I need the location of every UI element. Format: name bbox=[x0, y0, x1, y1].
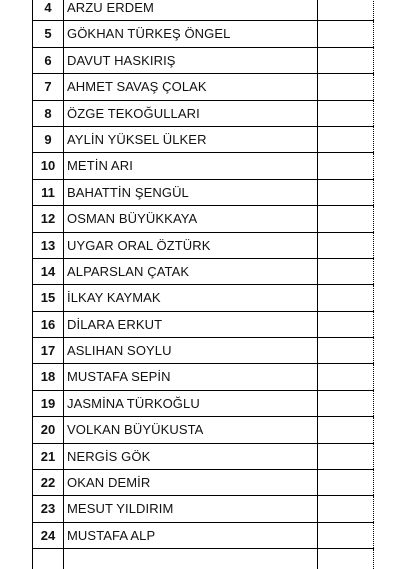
row-number-cell: 7 bbox=[32, 74, 64, 99]
name-list-table bbox=[32, 0, 374, 569]
table-row bbox=[32, 74, 374, 100]
empty-cell bbox=[317, 444, 374, 469]
table-row bbox=[32, 470, 374, 496]
row-number-cell: 6 bbox=[32, 48, 64, 73]
name-cell bbox=[64, 549, 317, 569]
row-number-cell: 19 bbox=[32, 391, 64, 416]
row-number-cell: 16 bbox=[32, 312, 64, 337]
table-row bbox=[32, 259, 374, 285]
row-number-cell: 18 bbox=[32, 364, 64, 389]
empty-cell bbox=[317, 233, 374, 258]
table-row bbox=[32, 523, 374, 549]
name-cell: JASMİNA TÜRKOĞLU bbox=[67, 395, 200, 411]
empty-cell bbox=[317, 127, 374, 152]
table-row bbox=[32, 48, 374, 74]
name-cell: ALPARSLAN ÇATAK bbox=[67, 263, 190, 279]
empty-cell bbox=[317, 523, 374, 548]
name-cell: İLKAY KAYMAK bbox=[67, 290, 161, 306]
name-cell: DAVUT HASKIRIŞ bbox=[67, 52, 176, 68]
table-row bbox=[32, 0, 374, 21]
table-row bbox=[32, 364, 374, 390]
row-number-cell: 23 bbox=[32, 496, 64, 521]
row-number-cell: 4 bbox=[32, 0, 64, 20]
empty-cell bbox=[317, 496, 374, 521]
row-number-cell: 22 bbox=[32, 470, 64, 495]
name-cell: OSMAN BÜYÜKKAYA bbox=[67, 211, 198, 227]
table-row bbox=[32, 153, 374, 179]
row-number-cell: 14 bbox=[32, 259, 64, 284]
name-cell: GÖKHAN TÜRKEŞ ÖNGEL bbox=[67, 26, 231, 42]
table-row bbox=[32, 21, 374, 47]
name-cell: MUSTAFA ALP bbox=[67, 527, 156, 543]
table-row-partial bbox=[32, 549, 374, 569]
empty-cell bbox=[317, 417, 374, 442]
table-row bbox=[32, 127, 374, 153]
row-number-cell: 11 bbox=[32, 180, 64, 205]
table-row bbox=[32, 101, 374, 127]
empty-cell bbox=[317, 101, 374, 126]
name-cell: METİN ARI bbox=[67, 158, 133, 174]
empty-cell bbox=[317, 470, 374, 495]
row-number-cell: 21 bbox=[32, 444, 64, 469]
row-number-cell: 24 bbox=[32, 523, 64, 548]
row-number-cell: 15 bbox=[32, 285, 64, 310]
table-row bbox=[32, 444, 374, 470]
empty-cell bbox=[317, 391, 374, 416]
table-row bbox=[32, 391, 374, 417]
empty-cell bbox=[317, 259, 374, 284]
empty-cell bbox=[317, 338, 374, 363]
row-number-cell: 17 bbox=[32, 338, 64, 363]
table-row bbox=[32, 338, 374, 364]
table-row bbox=[32, 206, 374, 232]
name-cell: NERGİS GÖK bbox=[67, 448, 151, 464]
row-number-cell: 10 bbox=[32, 153, 64, 178]
name-cell: BAHATTİN ŞENGÜL bbox=[67, 184, 189, 200]
table-row bbox=[32, 496, 374, 522]
empty-cell bbox=[317, 21, 374, 46]
table-row bbox=[32, 312, 374, 338]
empty-cell bbox=[317, 48, 374, 73]
name-cell: ARZU ERDEM bbox=[67, 0, 154, 15]
name-cell: AYLİN YÜKSEL ÜLKER bbox=[67, 131, 207, 147]
empty-cell bbox=[317, 0, 374, 20]
row-number-cell: 12 bbox=[32, 206, 64, 231]
name-cell: VOLKAN BÜYÜKUSTA bbox=[67, 422, 204, 438]
empty-cell bbox=[317, 153, 374, 178]
empty-cell bbox=[317, 180, 374, 205]
table-row bbox=[32, 417, 374, 443]
table-row bbox=[32, 180, 374, 206]
name-cell: AHMET SAVAŞ ÇOLAK bbox=[67, 79, 207, 95]
table-row bbox=[32, 285, 374, 311]
name-cell: MESUT YILDIRIM bbox=[67, 501, 174, 517]
row-number-cell: 5 bbox=[32, 21, 64, 46]
row-number-cell bbox=[32, 549, 64, 569]
name-cell: ÖZGE TEKOĞULLARI bbox=[67, 105, 200, 121]
name-cell: DİLARA ERKUT bbox=[67, 316, 163, 332]
row-number-cell: 8 bbox=[32, 101, 64, 126]
row-number-cell: 13 bbox=[32, 233, 64, 258]
empty-cell bbox=[317, 312, 374, 337]
empty-cell bbox=[317, 364, 374, 389]
empty-cell bbox=[317, 74, 374, 99]
row-number-cell: 9 bbox=[32, 127, 64, 152]
name-cell: ASLIHAN SOYLU bbox=[67, 343, 172, 359]
empty-cell bbox=[317, 206, 374, 231]
table-row bbox=[32, 233, 374, 259]
name-cell: OKAN DEMİR bbox=[67, 475, 151, 491]
empty-cell bbox=[317, 549, 374, 569]
empty-cell bbox=[317, 285, 374, 310]
name-cell: MUSTAFA SEPİN bbox=[67, 369, 171, 385]
row-number-cell: 20 bbox=[32, 417, 64, 442]
name-cell: UYGAR ORAL ÖZTÜRK bbox=[67, 237, 211, 253]
